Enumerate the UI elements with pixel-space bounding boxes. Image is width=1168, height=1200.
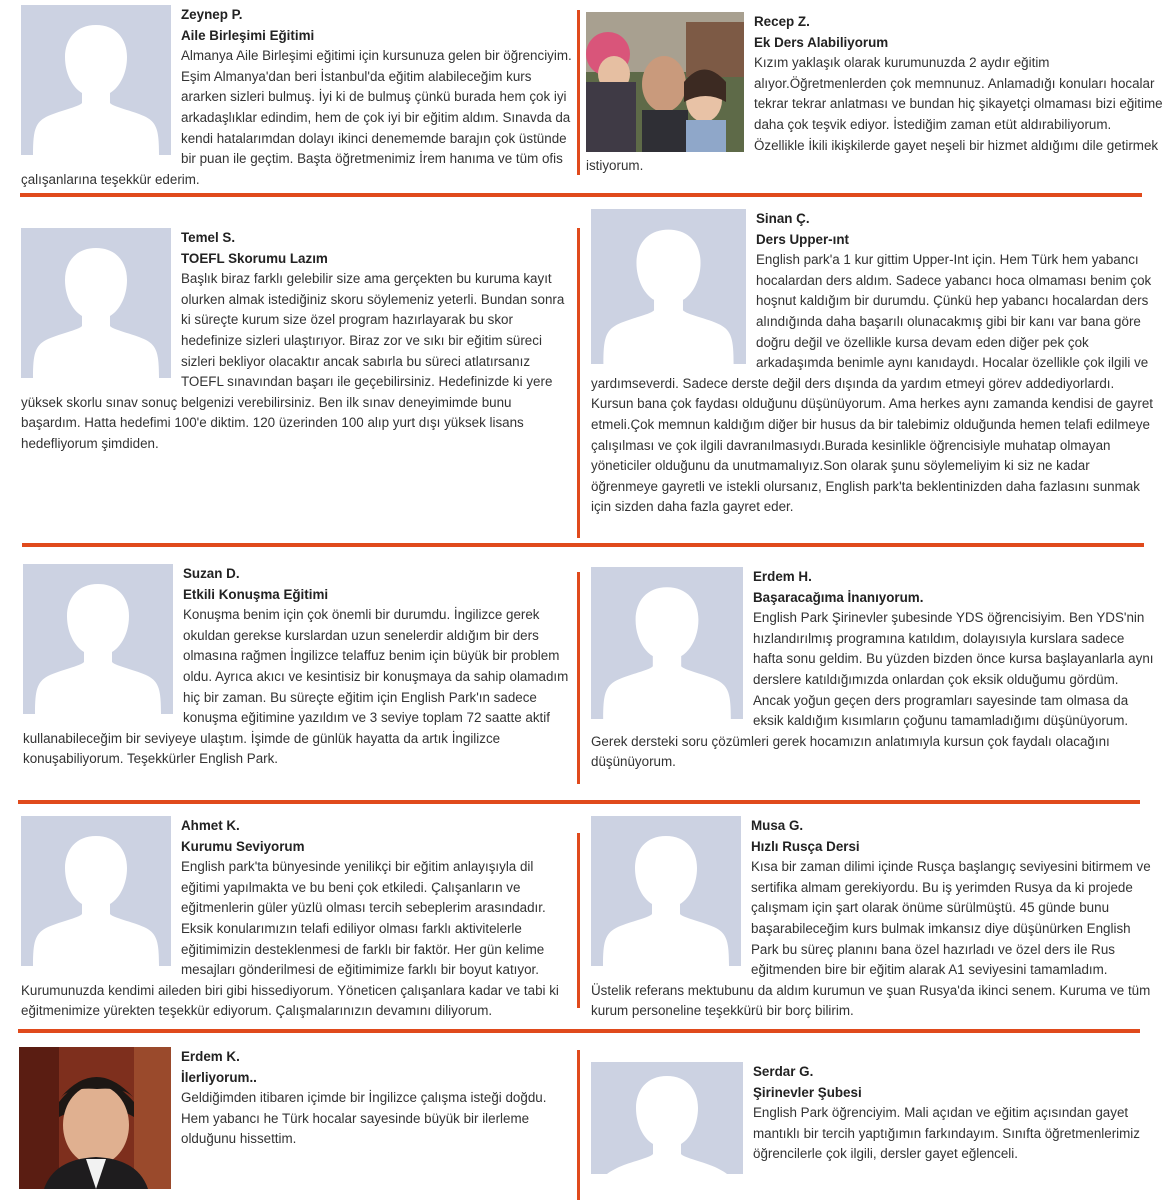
reviewer-name: Erdem H.	[753, 569, 812, 584]
testimonial-text: Kızım yaklaşık olarak kurumunuzda 2 aydır eğitim alıyor.Öğretmenlerden çok memnunuz. Anlamadığı konuları hocalar tekrar tekrar anlatması ve bundan hiç şikayetçi olmaması bizi eğitime daha çok teşvik ediyor. İstediğim zaman etüt aldırabiliyorum. Özellikle İkili ikişkilerde gayet neşeli bir hizmet aldığımı dile getirmek istiyorum.	[586, 55, 1163, 174]
portrait-photo	[19, 1047, 171, 1189]
default-avatar-icon	[23, 564, 173, 714]
testimonial-title: İlerliyorum..	[181, 1069, 257, 1085]
testimonial-text: Konuşma benim için çok önemli bir durumdu. İngilizce gerek okuldan gerekse kurslardan uzun senelerdir aldığım bir ders olmasına rağmen İngilizce telaffuz benim için büyük bir problem oldu. Ayrıca akıcı ve kesintisiz bir konuşmaya da sahip olamadım hiç bir zaman. Bu süreçte eğitim için English Park'ın sadece konuşma eğitimine yazıldım ve 3 seviye toplam 72 saatte aktif kullanabileceğim bir seviyeye ulaştım. İşimde de günlük hayatta da artık İngilizce konuşabiliyorum. Teşekkürler English Park.	[23, 607, 569, 767]
testimonial-title: Hızlı Rusça Dersi	[751, 838, 860, 854]
default-avatar-icon	[21, 5, 171, 155]
testimonial-text: English park'a 1 kur gittim Upper-Int için. Hem Türk hem yabancı hocalardan ders aldım. Sadece yabancı hoca olmaması benim çok hoşnut kaldığım bir durumdu. Çünkü hep yabancı hocalardan ders alındığında daha başarılı olunacakmış gibi bir kanı var bana göre doğru değil ve özellikle kursa devam eden diğer pek çok arkadaşımda benimle aynı kanıdaydı. Hocalar özellikle çok ilgili ve yardımseverdi. Sadece derste değil ders dışında da yardım etmeyi görev addediyorlardı. Kursun bana çok faydası olduğunu düşünüyorum. Ama herkes aynı zamanda kendisi de gayret etmeli.Çok memnun kaldığım diğer bir husus da bir talebimiz olduğunda hemen telafi edilmeye çalışılması ve çok ilgili davranılmasıydı.Burada kesinlikle öğrencisiyle muhatap olmayan yöneticiler olduğunu da unutmamalıyız.Son olarak şunu söylemeliyim ki siz ne kadar öğrenmeye gayretli ve istekli olursanız, English park'ta beklentinizden daha fazlasını sunmak için sizden daha fazla gayret eder.	[591, 252, 1154, 515]
reviewer-name: Ahmet K.	[181, 818, 240, 833]
testimonial-title: Etkili Konuşma Eğitimi	[183, 586, 329, 602]
testimonial-title: Şirinevler Şubesi	[753, 1084, 862, 1100]
testimonial-text: English Park Şirinevler şubesinde YDS öğrencisiyim. Ben YDS'nin hızlandırılmış programına katıldım, dolayısıyla kurslara sadece hafta sonu geldim. Bu yüzden bizden önce kursa başlayanlarla aynı derslere katıldığımızda onlardan çok eksik olduğumu gördüm. Ancak yoğun geçen ders programları sayesinde tam olmasa da eksik kaldığım kısımların çoğunu tamamladığımı düşünüyorum. Gerek dersteki soru çözümleri gerek hocamızın anlatımıyla kursun çok faydalı olacağını düşünüyorum.	[591, 610, 1154, 770]
testimonial-card	[586, 12, 1164, 177]
testimonial-text: English park'ta bünyesinde yenilikçi bir eğitim anlayışıyla dil eğitimi yapılmakta ve bu beni çok etkiledi. Çalışanların ve eğitmenlerin güler yüzlü olması tercih sebeplerim arasındadır. Eksik konularımızın telafi ediliyor olması farklı aktivitelerle eğitimimizin desteklenmesi de farklı bir faktör. Her gün kelime mesajları gönderilmesi de eğitimimize farklı bir boyut katıyor. Kurumunuzda kendimi aileden biri gibi hissediyorum. Yöneticen çalışanlara kadar ve tabi ki eğitmenimize yürekten teşekkür ediyorum. Çalışmalarınızın devamını diliyorum.	[21, 859, 559, 1019]
testimonial-card	[591, 567, 1156, 773]
reviewer-name: Serdar G.	[753, 1064, 814, 1079]
testimonial-text: English Park öğrenciyim. Mali açıdan ve eğitim açısından gayet mantıklı bir tercih yaptığımın farkındayım. Sınıfta öğretmenlerimiz öğrencilerle çok ilgili, dersler gayet eğlenceli.	[753, 1105, 1140, 1162]
row-divider	[18, 1029, 1140, 1033]
testimonial-title: Kurumu Seviyorum	[181, 838, 305, 854]
testimonial-title: Ders Upper-ınt	[756, 231, 850, 247]
default-avatar-icon	[21, 816, 171, 966]
testimonial-card	[21, 816, 573, 1022]
reviewer-name: Zeynep P.	[181, 7, 243, 22]
testimonial-card	[23, 564, 575, 770]
testimonial-title: TOEFL Skorumu Lazım	[181, 250, 328, 266]
testimonial-text: Geldiğimden itibaren içimde bir İngilizce çalışma isteği doğdu. Hem yabancı he Türk hocalar sayesinde büyük bir ilerleme olduğunu hissettim.	[181, 1090, 547, 1147]
reviewer-name: Recep Z.	[754, 14, 810, 29]
testimonial-title: Aile Birleşimi Eğitimi	[181, 27, 315, 43]
testimonial-card	[591, 209, 1159, 518]
column-divider	[577, 572, 580, 784]
family-photo	[586, 12, 744, 152]
reviewer-name: Musa G.	[751, 818, 804, 833]
reviewer-name: Sinan Ç.	[756, 211, 810, 226]
default-avatar-icon	[21, 228, 171, 378]
default-avatar-icon	[591, 1062, 743, 1174]
testimonial-card	[591, 816, 1151, 1022]
default-avatar-icon	[591, 209, 746, 364]
column-divider	[577, 228, 580, 538]
testimonial-title: Ek Ders Alabiliyorum	[754, 34, 889, 50]
column-divider	[577, 833, 580, 1008]
row-divider	[18, 800, 1140, 804]
column-divider	[577, 1050, 580, 1200]
testimonial-text: Kısa bir zaman dilimi içinde Rusça başlangıç seviyesini bitirmem ve sertifika almam gerekiyordu. Bu iş yerimden Rusya da ki projede çalışmam için şart olarak önüme sürülmüştü. 45 günde bunu başarabileceğim kurs bulmak imkansız diye düşünürken English Park bu süreç planını bana özel hazırladı ve özel ders ile Rus eğitmenden bire bir eğitim alarak A1 seviyesini tamamladım. Üstelik referans mektubunu da aldım kurumun ve şuan Rusya'da ikinci senem. Kuruma ve tüm kurum personeline teşekkürü bir borç bilirim.	[591, 859, 1151, 1019]
testimonial-card	[591, 1062, 1151, 1178]
row-divider	[20, 193, 1142, 197]
testimonial-text: Başlık biraz farklı gelebilir size ama gerçekten bu kuruma kayıt olurken almak istediğiniz skoru söylemeniz yeterli. Bundan sonra ki süreçte kurum size özel program hazırlayarak bu skor hedefinize sizleri ulaştırıyor. Biraz zor ve sıkı bir eğitim süreci sizleri bekliyor olacaktır ancak sabırla bu süreci atlatırsanız TOEFL sınavından başarı ile geçebilirsiniz. Hedefinizde ki yere yüksek skorlu sınav sonuç belgenizi verebilirsiniz. Ben ilk sınav deneyimimde bunu başardım. Hatta hedefimi 100'e diktim. 120 üzerinden 100 alıp yurt dışı yüksek lisans hedefliyorum şimdiden.	[21, 271, 565, 451]
testimonial-card	[19, 1047, 573, 1193]
reviewer-name: Suzan D.	[183, 566, 240, 581]
testimonial-text: Almanya Aile Birleşimi eğitimi için kursunuza gelen bir öğrenciyim. Eşim Almanya'dan beri İstanbul'da eğitim alabileceğim kurs ararken sizleri bulmuş. İyi ki de bulmuş çünkü burada hem çok iyi arkadaşlıklar edindim, hem de çok iyi bir eğitim aldım. Sınavda da kendi hatalarımdan dolayı ikinci denememde barajın çok üstünde bir puan ile geçtim. Başta öğretmenimiz İrem hanıma ve tüm ofis çalışanlarına teşekkür ederim.	[21, 48, 572, 187]
testimonial-card	[21, 228, 573, 455]
column-divider	[577, 10, 580, 175]
testimonial-card	[21, 5, 573, 190]
reviewer-name: Erdem K.	[181, 1049, 240, 1064]
reviewer-name: Temel S.	[181, 230, 236, 245]
testimonial-title: Başaracağıma İnanıyorum.	[753, 589, 924, 605]
default-avatar-icon	[591, 567, 743, 719]
default-avatar-icon	[591, 816, 741, 966]
row-divider	[22, 543, 1144, 547]
